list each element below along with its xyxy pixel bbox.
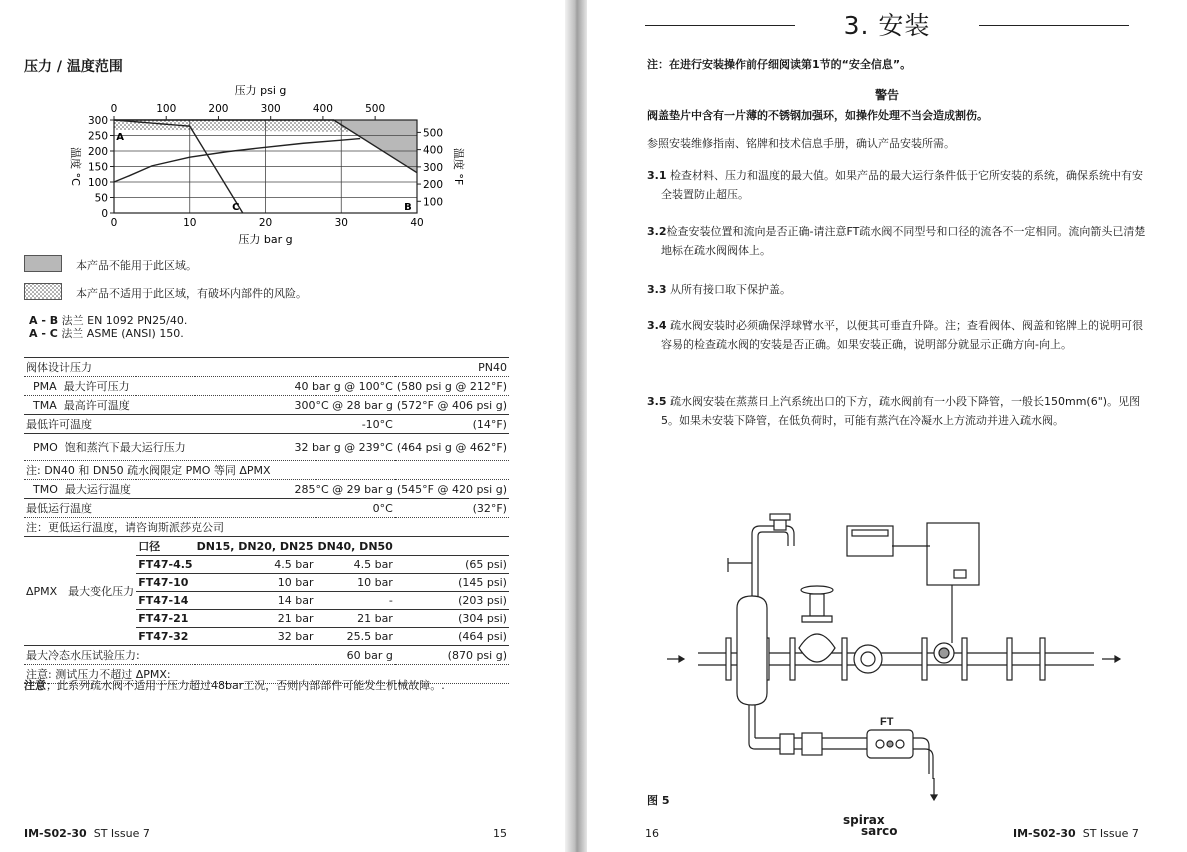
step-number: 3.5 bbox=[647, 395, 667, 408]
step-number: 3.2 bbox=[647, 225, 667, 238]
step-number: 3.1 bbox=[647, 169, 667, 182]
dpmx-header-large: DN40, DN50 bbox=[316, 537, 395, 556]
dpmx-imperial: (203 psi) bbox=[395, 592, 509, 610]
step-text: 疏水阀安装时必须确保浮球臂水平，以便其可垂直升降。注；查看阀体、阀盖和铭牌上的说明可很容易的检查疏水阀的安装是否正确。如果安装正确，说明部分就显示正确方向-向上。 bbox=[661, 319, 1143, 351]
specification-table bbox=[24, 357, 509, 684]
tma-value: 300°C @ 28 bar g bbox=[195, 396, 395, 415]
top-tick-label: 0 bbox=[110, 103, 118, 115]
design-pressure-value: PN40 bbox=[395, 358, 509, 377]
footer-left bbox=[24, 827, 150, 840]
flange-key-ab: A - B bbox=[29, 314, 59, 327]
point-label-c: C bbox=[232, 201, 240, 213]
min-allow-label: 最低许可温度 bbox=[24, 415, 195, 434]
left-tick-label: 200 bbox=[87, 146, 108, 158]
dpmx-large: - bbox=[316, 592, 395, 610]
flange-key-ac: A - C bbox=[29, 327, 58, 340]
pmo-code: PMO bbox=[33, 441, 58, 454]
tmo-value: 285°C @ 29 bar g bbox=[195, 480, 395, 499]
legend-text-risk: 本产品不适用于此区域，有破坏内部件的风险。 bbox=[76, 287, 307, 300]
risk-region bbox=[114, 120, 364, 132]
right-tick-label: 300 bbox=[423, 161, 444, 174]
step-number: 3.4 bbox=[647, 319, 667, 332]
installation-diagram bbox=[662, 508, 1132, 808]
bottom-tick-label: 40 bbox=[410, 217, 424, 229]
min-op-value: 0°C bbox=[195, 499, 395, 518]
min-allow-imperial: (14°F) bbox=[395, 415, 509, 434]
safety-note: 注：在进行安装操作前仔细阅读第1节的“安全信息”。 bbox=[647, 58, 912, 71]
table-row bbox=[24, 396, 509, 415]
dpmx-imperial: (464 psi) bbox=[395, 628, 509, 646]
float-trap bbox=[780, 730, 913, 758]
table-row bbox=[24, 518, 509, 537]
dpmx-small: 32 bar bbox=[195, 628, 316, 646]
dpmx-model: FT47-21 bbox=[136, 610, 194, 628]
dpmx-imperial: (65 psi) bbox=[395, 556, 509, 574]
table-row bbox=[24, 377, 509, 396]
bottom-axis-label: 压力 bar g bbox=[238, 233, 293, 246]
left-tick-label: 300 bbox=[87, 115, 108, 127]
section-title-installation: 3. 安装 bbox=[843, 11, 931, 40]
dpmx-model: FT47-32 bbox=[136, 628, 194, 646]
book-gutter bbox=[565, 0, 587, 852]
table-row bbox=[24, 480, 509, 499]
step-3-3 bbox=[647, 280, 1146, 299]
hydro-imperial: (870 psi g) bbox=[395, 646, 509, 665]
table-row bbox=[24, 646, 509, 665]
tmo-code: TMO bbox=[33, 483, 58, 496]
dpmx-small: 21 bar bbox=[195, 610, 316, 628]
step-3-5 bbox=[647, 392, 1146, 430]
intro-text: 参照安装维修指南、铭牌和技术信息手册，确认产品安装所需。 bbox=[647, 137, 955, 150]
left-tick-label: 50 bbox=[94, 192, 108, 205]
note-test-pressure: 注意: 测试压力不超过 ΔPMX: bbox=[24, 665, 509, 684]
design-pressure-label: 阀体设计压力 bbox=[24, 358, 395, 377]
dpmx-large: 4.5 bar bbox=[316, 556, 395, 574]
footer-issue: ST Issue 7 bbox=[1082, 827, 1139, 840]
pipe-flanges bbox=[726, 638, 1045, 680]
step-number: 3.3 bbox=[647, 283, 667, 296]
saturation-curve bbox=[114, 139, 360, 182]
warning-title: 警告 bbox=[874, 88, 899, 102]
bottom-tick-label: 0 bbox=[110, 217, 118, 229]
right-tick-label: 100 bbox=[423, 196, 444, 209]
inlet-arrow bbox=[667, 656, 684, 662]
tma-label bbox=[24, 396, 195, 415]
upper-piping bbox=[728, 514, 794, 572]
flange-note-ab bbox=[29, 314, 187, 327]
dpmx-imperial: (145 psi) bbox=[395, 574, 509, 592]
legend-swatch-dotted bbox=[24, 283, 62, 300]
right-tick-label: 200 bbox=[423, 179, 444, 192]
left-axis-label: 温度 °C bbox=[69, 147, 82, 186]
bottom-tick-label: 10 bbox=[183, 217, 197, 229]
right-axis-label: 温度 °F bbox=[452, 147, 465, 186]
bottom-tick-label: 30 bbox=[334, 217, 348, 229]
table-row bbox=[24, 461, 509, 480]
page-number-right: 16 bbox=[645, 827, 659, 840]
pma-code: PMA bbox=[33, 380, 57, 393]
table-row bbox=[24, 358, 509, 377]
left-tick-label: 250 bbox=[87, 130, 108, 143]
title-rule-right bbox=[979, 25, 1129, 26]
flange-note-ac bbox=[29, 327, 184, 340]
pma-imperial: (580 psi g @ 212°F) bbox=[395, 377, 509, 396]
note-dn40: 注: DN40 和 DN50 疏水阀限定 PMO 等同 ΔPMX bbox=[24, 461, 509, 480]
section-title-pressure-temperature: 压力 / 温度范围 bbox=[24, 59, 123, 75]
pressure-temperature-chart bbox=[40, 80, 480, 250]
sight-glass bbox=[934, 643, 954, 663]
top-tick-label: 100 bbox=[156, 103, 177, 115]
hydro-value: 60 bar g bbox=[195, 646, 395, 665]
dpmx-large: 10 bar bbox=[316, 574, 395, 592]
separator-vessel bbox=[737, 548, 767, 705]
table-row bbox=[24, 415, 509, 434]
left-tick-label: 0 bbox=[101, 208, 108, 220]
hydro-label: 最大冷态水压试验压力: bbox=[24, 646, 195, 665]
step-text: 疏水阀安装在蒸蒸日上汽系统出口的下方，疏水阀前有一小段下降管，一般长150mm(6")。见图5。如果未安装下降管，在低负荷时，可能有蒸汽在冷凝水上方流动并进入疏水阀。 bbox=[661, 395, 1141, 427]
drain-down-arrow bbox=[931, 778, 937, 800]
table-row bbox=[24, 499, 509, 518]
pmo-label bbox=[24, 434, 195, 461]
outlet-arrow bbox=[1102, 656, 1120, 662]
min-op-label: 最低运行温度 bbox=[24, 499, 195, 518]
tma-code: TMA bbox=[33, 399, 57, 412]
bottom-tick-label: 20 bbox=[258, 217, 273, 229]
tma-imperial: (572°F @ 406 psi g) bbox=[395, 396, 509, 415]
step-text: 从所有接口取下保护盖。 bbox=[670, 283, 791, 296]
dpmx-label: ΔPMX 最大变化压力 bbox=[24, 537, 136, 646]
top-tick-label: 400 bbox=[312, 103, 333, 115]
step-text: 检查材料、压力和温度的最大值。如果产品的最大运行条件低于它所安装的系统，确保系统中有安全装置防止超压。 bbox=[661, 169, 1143, 201]
tmo-desc: 最大运行温度 bbox=[64, 483, 131, 496]
bottom-note-label: 注意 bbox=[24, 679, 46, 692]
step-3-1 bbox=[647, 166, 1146, 204]
footer-code: IM-S02-30 bbox=[1013, 827, 1076, 840]
stop-valve bbox=[799, 586, 835, 662]
note-low-temp: 注：更低运行温度，请咨询斯派莎克公司 bbox=[24, 518, 509, 537]
step-text: 检查安装位置和流向是否正确-请注意FT疏水阀不同型号和口径的流各不一定相同。流向箭头已清楚地标在疏水阀阀体上。 bbox=[661, 225, 1146, 257]
table-row bbox=[24, 537, 509, 556]
top-tick-label: 200 bbox=[208, 103, 229, 115]
top-tick-label: 500 bbox=[365, 103, 386, 115]
table-row bbox=[24, 434, 509, 461]
pma-desc: 最大许可压力 bbox=[63, 380, 130, 393]
flange-text-ac: 法兰 ASME (ANSI) 150. bbox=[61, 327, 184, 340]
dpmx-small: 14 bar bbox=[195, 592, 316, 610]
top-axis-label: 压力 psi g bbox=[234, 84, 287, 97]
point-label-b: B bbox=[404, 201, 412, 213]
point-label-a: A bbox=[116, 132, 125, 144]
pmo-value: 32 bar g @ 239°C bbox=[195, 434, 395, 461]
control-panel bbox=[847, 523, 979, 643]
footer-issue: ST Issue 7 bbox=[93, 827, 150, 840]
brand-logo bbox=[843, 813, 898, 838]
bottom-note-text: ；此系列疏水阀不适用于压力超过48bar工况，否则内部部件可能发生机械故障。. bbox=[46, 679, 445, 692]
figure-caption: 图 5 bbox=[647, 794, 670, 807]
dpmx-small: 4.5 bar bbox=[195, 556, 316, 574]
footer-code: IM-S02-30 bbox=[24, 827, 87, 840]
bottom-note bbox=[24, 677, 445, 693]
flange-text-ab: 法兰 EN 1092 PN25/40. bbox=[61, 314, 188, 327]
step-3-2 bbox=[647, 222, 1146, 260]
legend-text-prohibited: 本产品不能用于此区域。 bbox=[76, 259, 197, 272]
right-tick-label: 400 bbox=[423, 144, 444, 157]
dpmx-header-small: DN15, DN20, DN25 bbox=[195, 537, 316, 556]
pma-label bbox=[24, 377, 195, 396]
right-page bbox=[587, 0, 1187, 852]
min-allow-value: -10°C bbox=[195, 415, 395, 434]
strainer-flange bbox=[854, 645, 882, 673]
tmo-imperial: (545°F @ 420 psi g) bbox=[395, 480, 509, 499]
ft-label: FT bbox=[880, 716, 894, 728]
dpmx-imperial: (304 psi) bbox=[395, 610, 509, 628]
dpmx-model: FT47-10 bbox=[136, 574, 194, 592]
pmo-desc: 饱和蒸汽下最大运行压力 bbox=[64, 441, 186, 454]
warning-text: 阀盖垫片中含有一片薄的不锈钢加强环，如操作处理不当会造成割伤。 bbox=[647, 109, 988, 122]
left-tick-label: 150 bbox=[87, 161, 108, 174]
tma-desc: 最高许可温度 bbox=[63, 399, 130, 412]
dpmx-model: FT47-4.5 bbox=[136, 556, 194, 574]
dpmx-large: 25.5 bar bbox=[316, 628, 395, 646]
dpmx-large: 21 bar bbox=[316, 610, 395, 628]
right-tick-label: 500 bbox=[423, 127, 444, 140]
min-op-imperial: (32°F) bbox=[395, 499, 509, 518]
brand-bottom: sarco bbox=[861, 824, 898, 838]
tmo-label bbox=[24, 480, 195, 499]
left-page bbox=[0, 0, 565, 852]
page-number-left: 15 bbox=[493, 827, 507, 840]
dpmx-small: 10 bar bbox=[195, 574, 316, 592]
dpmx-header-size: 口径 bbox=[136, 537, 194, 556]
left-tick-label: 100 bbox=[87, 177, 108, 189]
top-tick-label: 300 bbox=[260, 103, 281, 115]
brand-top: spirax bbox=[843, 813, 885, 827]
step-3-4 bbox=[647, 316, 1146, 354]
legend-swatch-solid bbox=[24, 255, 62, 272]
pmo-imperial: (464 psi g @ 462°F) bbox=[395, 434, 509, 461]
dpmx-model: FT47-14 bbox=[136, 592, 194, 610]
pma-value: 40 bar g @ 100°C bbox=[195, 377, 395, 396]
footer-right bbox=[1013, 827, 1139, 840]
